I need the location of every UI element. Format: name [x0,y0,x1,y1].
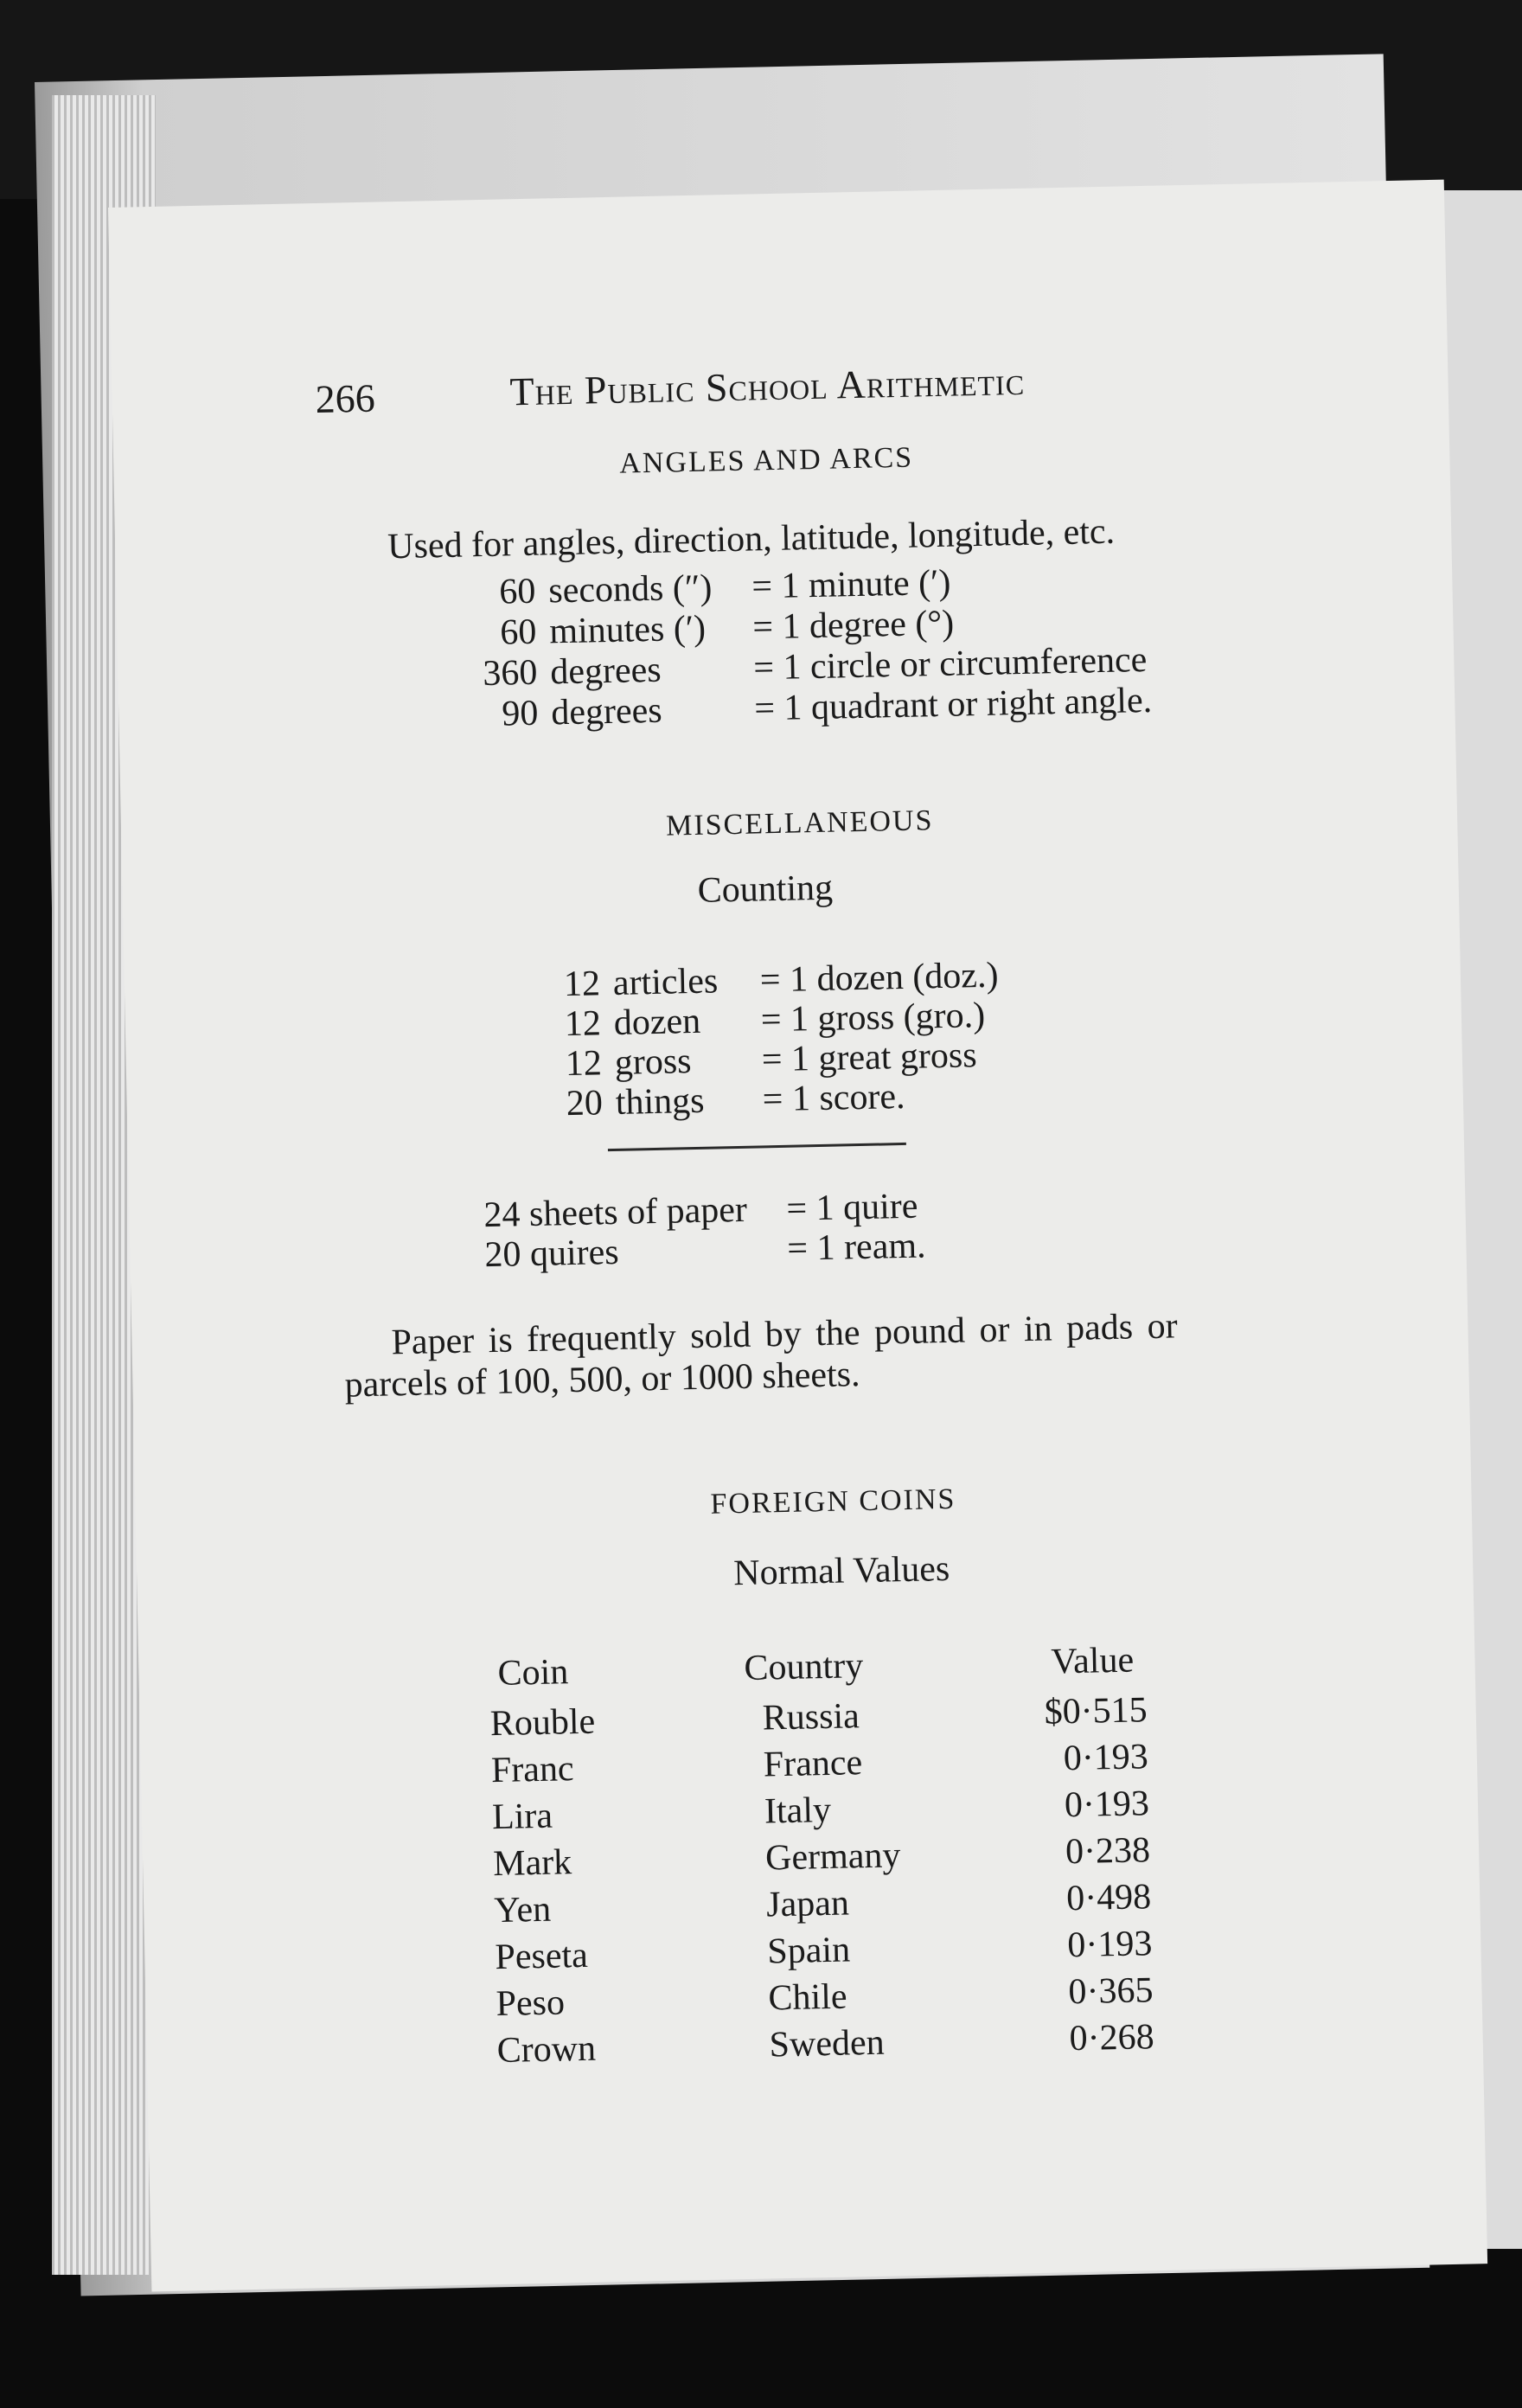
angles-heading: ANGLES AND ARCS [618,441,914,480]
angles-unit: seconds (″) [547,567,713,612]
misc-heading: MISCELLANEOUS [665,804,934,842]
coin-name: Peseta [494,1935,589,1978]
coin-value: 0·268 [1069,2017,1155,2059]
counting-equiv: = 1 great gross [761,1035,978,1080]
angles-qty: 360 [482,652,538,695]
page-number: 266 [315,375,376,422]
coins-heading: FOREIGN COINS [710,1483,956,1521]
counting-equiv: = 1 gross (gro.) [760,995,986,1041]
counting-unit: things [615,1080,705,1123]
angles-equiv: = 1 degree (°) [751,603,955,648]
coin-value: 0·193 [1066,1924,1153,1966]
angles-qty: 60 [498,571,536,612]
counting-equiv: = 1 score. [762,1076,906,1120]
running-title: The Public School Arithmetic [509,358,1026,414]
counting-equiv: = 1 dozen (doz.) [759,955,999,1001]
coin-name: Lira [491,1796,553,1838]
angles-qty: 60 [499,612,537,653]
angles-unit: minutes (′) [548,608,707,652]
coin-country: France [763,1743,863,1785]
angles-equiv: = 1 quadrant or right angle. [753,680,1153,729]
coin-value: 0·365 [1067,1970,1154,2013]
coin-country: Chile [768,1976,847,2019]
counting-unit: dozen [613,1001,701,1043]
angles-equiv: = 1 circle or circumference [752,639,1148,688]
coin-name: Yen [493,1889,552,1931]
angles-qty: 90 [501,693,539,734]
paper-note-line-1: Paper is frequently sold by the pound or in pads or [391,1306,1179,1363]
coin-country: Japan [765,1883,850,1925]
column-header-country: Country [744,1646,864,1688]
coin-name: Rouble [489,1701,596,1745]
paper-equiv: = 1 quire [785,1186,918,1229]
counting-qty: 20 [566,1083,604,1124]
angles-equiv: = 1 minute (′) [751,562,951,607]
coin-country: Sweden [769,2022,886,2065]
coins-subheading: Normal Values [732,1548,950,1594]
coin-country: Germany [764,1835,901,1879]
coin-name: Mark [492,1842,572,1885]
coin-name: Peso [496,1982,566,2025]
counting-subheading: Counting [697,868,834,911]
book-page [108,180,1487,2292]
counting-qty: 12 [564,1003,602,1045]
paper-note-line-2: parcels of 100, 500, or 1000 sheets. [344,1354,860,1406]
angles-intro: Used for angles, direction, latitude, longitude, etc. [387,511,1116,567]
coin-country: Spain [766,1930,851,1972]
paper-unit: 20 quires [483,1232,620,1276]
column-header-coin: Coin [497,1652,569,1694]
coin-value: 0·193 [1063,1737,1149,1779]
coin-value: 0·498 [1065,1877,1152,1919]
coin-name: Crown [496,2028,597,2072]
section-divider [608,1143,906,1151]
angles-unit: degrees [550,690,663,733]
counting-qty: 12 [565,1043,603,1085]
coin-country: Italy [764,1790,832,1832]
counting-unit: articles [612,961,719,1003]
counting-qty: 12 [563,964,601,1005]
coin-value: 0·238 [1065,1830,1151,1873]
counting-unit: gross [614,1041,692,1083]
angles-unit: degrees [549,650,662,693]
coin-name: Franc [490,1749,575,1791]
column-header-value: Value [1050,1640,1135,1682]
paper-equiv: = 1 ream. [786,1226,926,1269]
coin-country: Russia [762,1696,860,1739]
coin-value: 0·193 [1064,1784,1150,1826]
paper-unit: 24 sheets of paper [483,1189,748,1236]
coin-value: $0·515 [1044,1690,1148,1732]
